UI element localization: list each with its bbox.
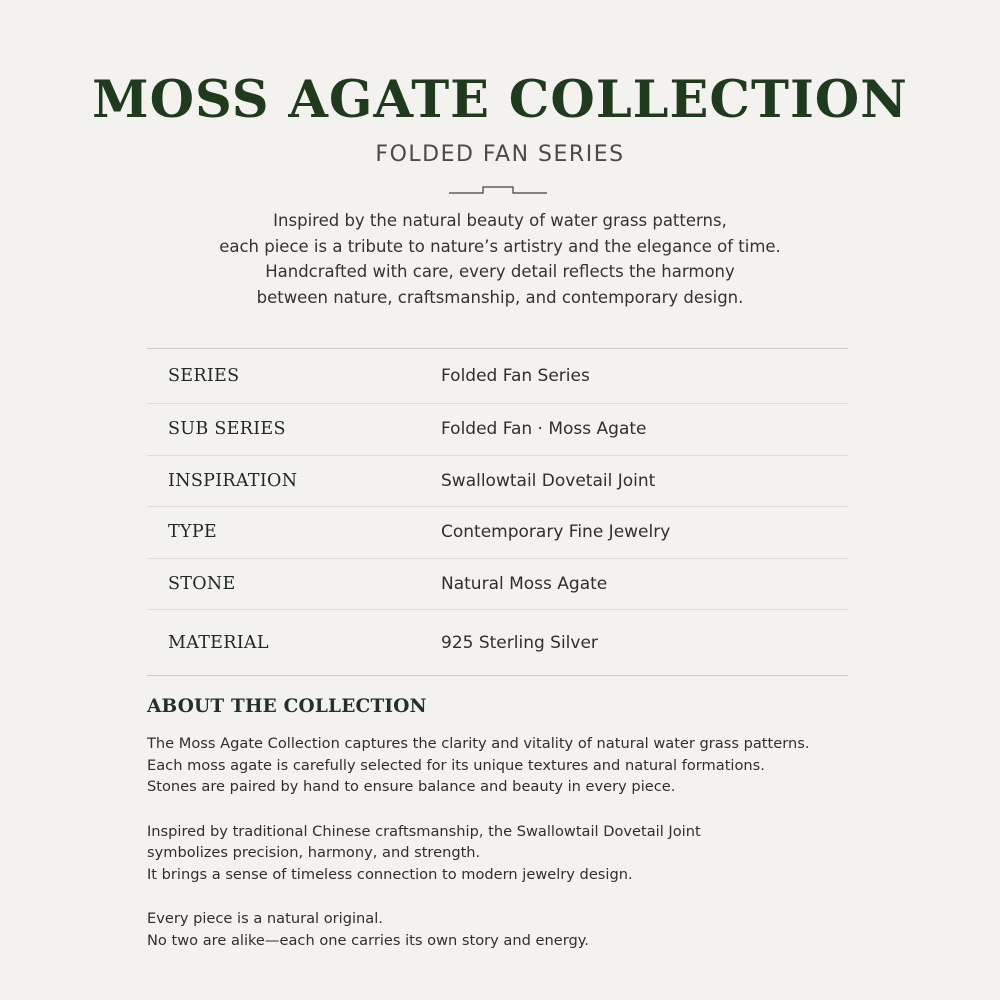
spec-value: 925 Sterling Silver <box>441 632 598 653</box>
spec-value: Folded Fan · Moss Agate <box>441 419 647 440</box>
spec-value: Swallowtail Dovetail Joint <box>441 470 656 491</box>
about-line: Inspired by traditional Chinese craftsmanship, the Swallowtail Dovetail Joint <box>147 822 701 840</box>
spec-row-material <box>147 610 848 675</box>
spec-value: Contemporary Fine Jewelry <box>441 522 671 543</box>
spec-row-series <box>147 349 848 404</box>
spec-row-stone <box>147 559 848 611</box>
about-paragraph <box>147 733 847 798</box>
specification-table <box>147 348 848 676</box>
spec-row-sub-series <box>147 404 848 456</box>
about-line: symbolizes precision, harmony, and strength. <box>147 844 481 861</box>
about-paragraph <box>147 908 847 951</box>
spec-row-type <box>147 507 848 559</box>
about-line: Every piece is a natural original. <box>147 910 383 927</box>
intro-line: between nature, craftsmanship, and contemporary design. <box>256 287 744 307</box>
series-subtitle: FOLDED FAN SERIES <box>375 142 625 167</box>
intro-line: Inspired by the natural beauty of water grass patterns, <box>273 211 727 230</box>
about-line: No two are alike—each one carries its own story and energy. <box>147 931 589 949</box>
spec-label: STONE <box>168 573 236 594</box>
about-line: Each moss agate is carefully selected for its unique textures and natural formations. <box>147 756 765 774</box>
collection-title: MOSS AGATE COLLECTION <box>92 70 908 130</box>
intro-text <box>150 208 850 310</box>
about-heading: ABOUT THE COLLECTION <box>147 696 427 717</box>
about-body <box>147 733 847 974</box>
about-paragraph <box>147 821 847 886</box>
about-line: The Moss Agate Collection captures the clarity and vitality of natural water grass patterns. <box>147 735 810 752</box>
about-line: Stones are paired by hand to ensure balance and beauty in every piece. <box>147 778 676 795</box>
about-line: It brings a sense of timeless connection to modern jewelry design. <box>147 865 633 883</box>
spec-label: SERIES <box>168 366 240 386</box>
spec-value: Natural Moss Agate <box>441 573 608 594</box>
spec-value: Folded Fan Series <box>441 366 590 386</box>
stepped-line-ornament-icon <box>449 183 547 195</box>
spec-label: TYPE <box>168 522 217 543</box>
spec-row-inspiration <box>147 456 848 508</box>
intro-line: Handcrafted with care, every detail reflects the harmony <box>265 262 735 282</box>
spec-label: MATERIAL <box>168 632 269 653</box>
spec-label: SUB SERIES <box>168 419 286 440</box>
intro-line: each piece is a tribute to nature’s artistry and the elegance of time. <box>219 236 781 256</box>
spec-label: INSPIRATION <box>168 470 298 491</box>
